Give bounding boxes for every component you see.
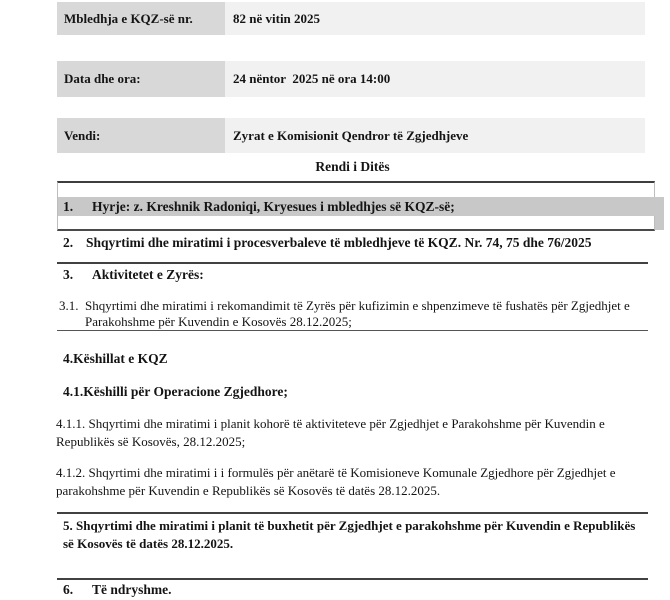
- item-1-highlight-paragraph-mark: [655, 197, 664, 230]
- agenda-item-3-1-number: 3.1.: [59, 298, 79, 313]
- agenda-title: Rendi i Ditës: [315, 159, 390, 174]
- agenda-item-5: [63, 517, 649, 553]
- agenda-item-6-text: Të ndryshme.: [92, 582, 172, 597]
- agenda-item-2-number: 2.: [63, 235, 74, 250]
- agenda-item-4-1-2: 4.1.2. Shqyrtimi dhe miratimi i i formulës për anëtarë të Komisioneve Komunale Zgjedhore për Zgjedhjet e parakohshme për Kuvendin e Republikës së Kosovës të datës 28.12.2025.: [56, 465, 616, 499]
- venue-label: Vendi:: [57, 118, 225, 153]
- separator-line: [57, 578, 648, 580]
- venue-value: Zyrat e Komisionit Qendror të Zgjedhjeve: [225, 118, 645, 153]
- agenda-item-3-text: Aktivitetet e Zyrës:: [92, 267, 204, 282]
- date-time-row: [57, 61, 645, 97]
- agenda-item-3-1-text: Shqyrtimi dhe miratimi i rekomandimit të Zyrës për kufizimin e shpenzimeve të fushatës për Zgjedhjet e Parakohshme për Kuvendin e Kosovës 28.12.2025;: [85, 298, 630, 329]
- agenda-item-4-1-1: 4.1.1. Shqyrtimi dhe miratimi i planit kohorë të aktiviteteve për Zgjedhjet e Parakohshme për Kuvendin e Republikës së Kosovës, 28.12.2025;: [56, 416, 605, 450]
- agenda-item-6-number: 6.: [63, 582, 74, 597]
- separator-line: [57, 512, 648, 514]
- agenda-item-2: [63, 235, 645, 251]
- agenda-item-4-1: 4.1.Këshilli për Operacione Zgjedhore;: [63, 384, 288, 399]
- agenda-item-3-number: 3.: [63, 267, 74, 282]
- agenda-item-1: [63, 199, 648, 215]
- date-time-label: Data dhe ora:: [57, 61, 225, 97]
- meeting-number-label: Mbledhja e KQZ-së nr.: [57, 2, 225, 35]
- agenda-item-1-text: Hyrje: z. Kreshnik Radoniqi, Kryesues i mbledhjes së KQZ-së;: [92, 199, 455, 214]
- agenda-item-4: 4.Këshillat e KQZ: [63, 351, 168, 366]
- agenda-item-3: [63, 267, 645, 283]
- agenda-item-3-1: [59, 298, 645, 330]
- separator-line: [57, 262, 648, 264]
- date-time-value: 24 nëntor 2025 në ora 14:00: [225, 61, 645, 97]
- meeting-number-value: 82 në vitin 2025: [225, 2, 645, 35]
- agenda-item-6: [63, 582, 645, 598]
- separator-line: [57, 330, 648, 331]
- agenda-item-2-text: Shqyrtimi dhe miratimi i procesverbaleve të mbledhjeve të KQZ. Nr. 74, 75 dhe 76/2025: [86, 235, 592, 250]
- meeting-number-row: [57, 2, 645, 35]
- agenda-item-5-number: 5.: [63, 518, 73, 533]
- agenda-item-1-number: 1.: [63, 199, 74, 214]
- agenda-item-5-text: Shqyrtimi dhe miratimi i planit të buxhetit për Zgjedhjet e parakohshme për Kuvendin e Republikës së Kosovës të datës 28.12.2025.: [63, 518, 636, 551]
- venue-row: [57, 118, 645, 153]
